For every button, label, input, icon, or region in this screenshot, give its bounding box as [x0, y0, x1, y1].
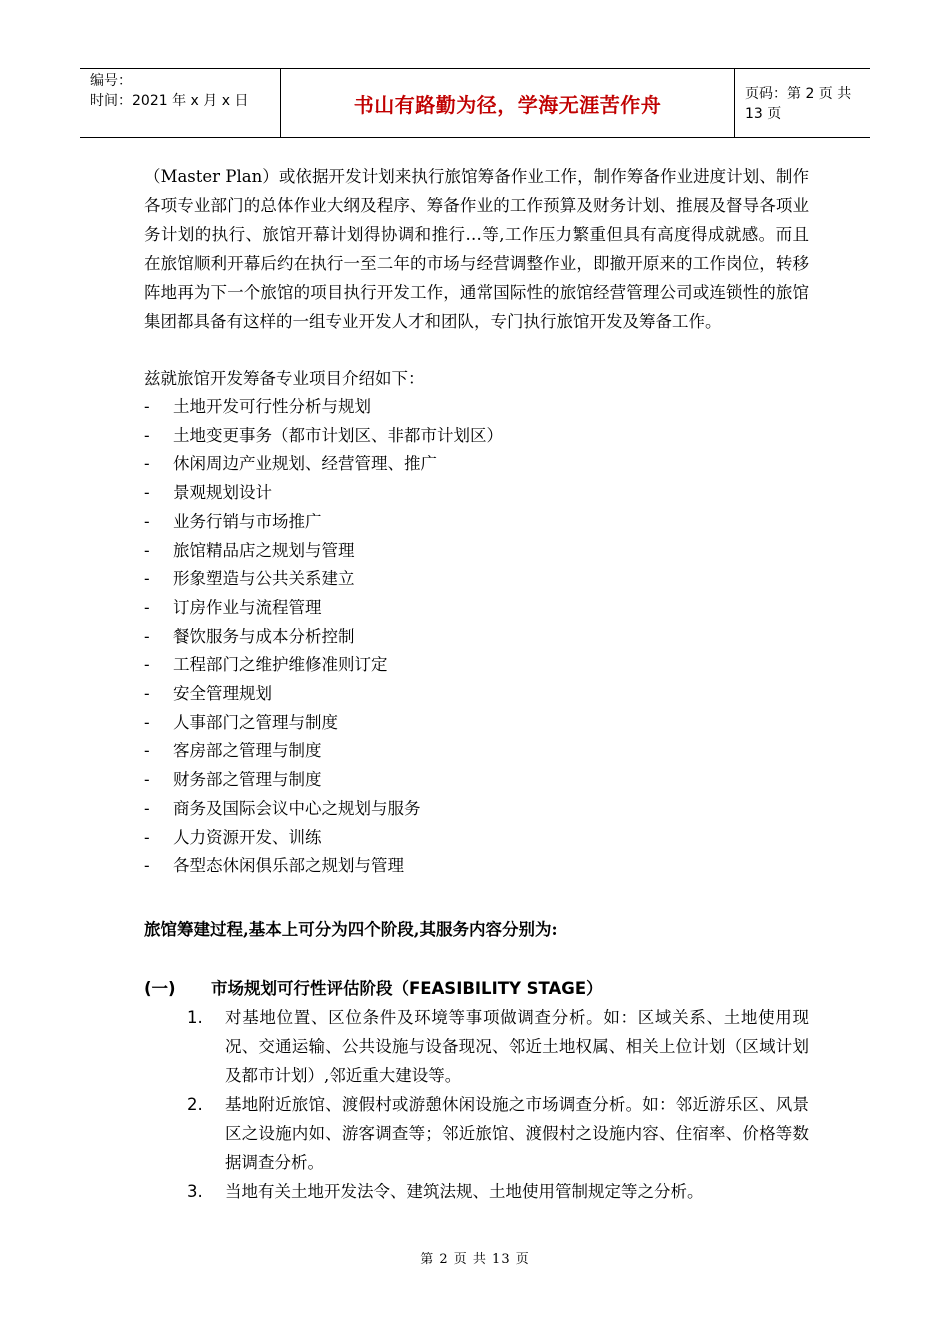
list-item	[144, 479, 809, 508]
list-dash: -	[144, 454, 150, 474]
list-item-text: 人力资源开发、训练	[173, 827, 322, 847]
list-dash: -	[144, 597, 150, 617]
header-meta	[80, 69, 280, 137]
project-item-list	[144, 393, 809, 881]
step-number: 3.	[187, 1181, 203, 1201]
list-dash: -	[144, 626, 150, 646]
list-item	[144, 508, 809, 537]
list-item-text: 业务行销与市场推广	[173, 511, 322, 531]
list-item-text: 景观规划设计	[173, 483, 272, 503]
step-text: 基地附近旅馆、渡假村或游憩休闲设施之市场调查分析。如：邻近游乐区、风景区之设施内如、游客调查等；邻近旅馆、渡假村之设施内容、住宿率、价格等数据调查分析。	[225, 1094, 809, 1172]
page-header	[80, 68, 870, 138]
list-item	[144, 565, 809, 594]
stage-number: (一)	[144, 978, 176, 998]
list-item-text: 休闲周边产业规划、经营管理、推广	[173, 454, 437, 474]
list-item-text: 餐饮服务与成本分析控制	[173, 626, 355, 646]
step-number: 2.	[187, 1094, 203, 1114]
stage-step-list	[144, 1003, 809, 1206]
list-dash: -	[144, 684, 150, 704]
stage-heading	[144, 974, 809, 1003]
list-item-text: 旅馆精品店之规划与管理	[173, 540, 355, 560]
list-item	[144, 824, 809, 853]
list-item-text: 订房作业与流程管理	[173, 597, 322, 617]
list-item	[144, 795, 809, 824]
list-item	[144, 766, 809, 795]
stage-title: 市场规划可行性评估阶段（	[211, 978, 409, 998]
step-item	[144, 1177, 809, 1206]
list-item-text: 各型态休闲俱乐部之规划与管理	[173, 856, 404, 876]
list-item-text: 土地开发可行性分析与规划	[173, 397, 371, 416]
list-item	[144, 594, 809, 623]
page-footer: 第 2 页 共 13 页	[420, 1252, 530, 1267]
stage-title-end: ）	[586, 978, 603, 998]
list-item	[144, 623, 809, 652]
step-item	[144, 1090, 809, 1177]
list-item	[144, 537, 809, 566]
step-text: 当地有关土地开发法令、建筑法规、土地使用管制规定等之分析。	[225, 1181, 704, 1201]
list-dash: -	[144, 827, 150, 847]
list-dash: -	[144, 856, 150, 876]
list-dash: -	[144, 511, 150, 531]
document-body	[144, 162, 809, 1206]
list-item-text: 商务及国际会议中心之规划与服务	[173, 798, 421, 818]
list-item-text: 工程部门之维护维修准则订定	[173, 655, 388, 675]
list-dash: -	[144, 397, 150, 416]
list-dash: -	[144, 741, 150, 761]
items-intro: 兹就旅馆开发筹备专业项目介绍如下：	[144, 369, 425, 388]
list-dash: -	[144, 655, 150, 675]
body-paragraph: （Master Plan）或依据开发计划来执行旅馆筹备作业工作，制作筹备作业进度计划、制作各项专业部门的总体作业大纲及程序、筹备作业的工作预算及财务计划、推展及督导各项业务计划的执行、旅馆开幕计划得协调和推行…等,工作压力繁重但具有高度得成就感。而且在旅馆顺利开幕后约在执行一至二年的市场与经营调整作业，即撤开原来的工作岗位，转移阵地再为下一个旅馆的项目执行开发工作，通常国际性的旅馆经营管理公司或连锁性的旅馆集团都具备有这样的一组专业开发人才和团队，专门执行旅馆开发及筹备工作。	[144, 167, 809, 331]
list-item	[144, 709, 809, 738]
step-number: 1.	[187, 1007, 203, 1027]
list-item-text: 财务部之管理与制度	[173, 770, 322, 790]
step-item	[144, 1003, 809, 1090]
list-item-text: 人事部门之管理与制度	[173, 712, 338, 732]
header-motto: 书山有路勤为径，学海无涯苦作舟	[280, 69, 735, 137]
list-item-text: 土地变更事务（都市计划区、非都市计划区）	[173, 425, 503, 445]
list-item-text: 形象塑造与公共关系建立	[173, 569, 355, 589]
stage-title-en: FEASIBILITY STAGE	[409, 978, 587, 998]
list-item	[144, 651, 809, 680]
step-text: 对基地位置、区位条件及环境等事项做调查分析。如：区域关系、土地使用现况、交通运输、公共设施与设备现况、邻近土地权属、相关上位计划（区域计划及都市计划）,邻近重大建设等。	[225, 1007, 809, 1085]
list-dash: -	[144, 483, 150, 503]
list-dash: -	[144, 540, 150, 560]
header-page-info: 页码：第 2 页 共 13 页	[745, 86, 852, 122]
list-item	[144, 737, 809, 766]
code-label: 编号：	[90, 73, 132, 89]
list-item-text: 客房部之管理与制度	[173, 741, 322, 761]
list-dash: -	[144, 770, 150, 790]
list-item	[144, 422, 809, 451]
list-item	[144, 852, 809, 881]
list-dash: -	[144, 425, 150, 445]
list-dash: -	[144, 712, 150, 732]
list-dash: -	[144, 569, 150, 589]
date-label: 时间：2021 年 x 月 x 日	[90, 93, 249, 109]
list-item	[144, 393, 809, 422]
stages-summary: 旅馆筹建过程,基本上可分为四个阶段,其服务内容分别为:	[144, 919, 558, 939]
list-item	[144, 450, 809, 479]
list-item	[144, 680, 809, 709]
list-item-text: 安全管理规划	[173, 684, 272, 704]
list-dash: -	[144, 798, 150, 818]
